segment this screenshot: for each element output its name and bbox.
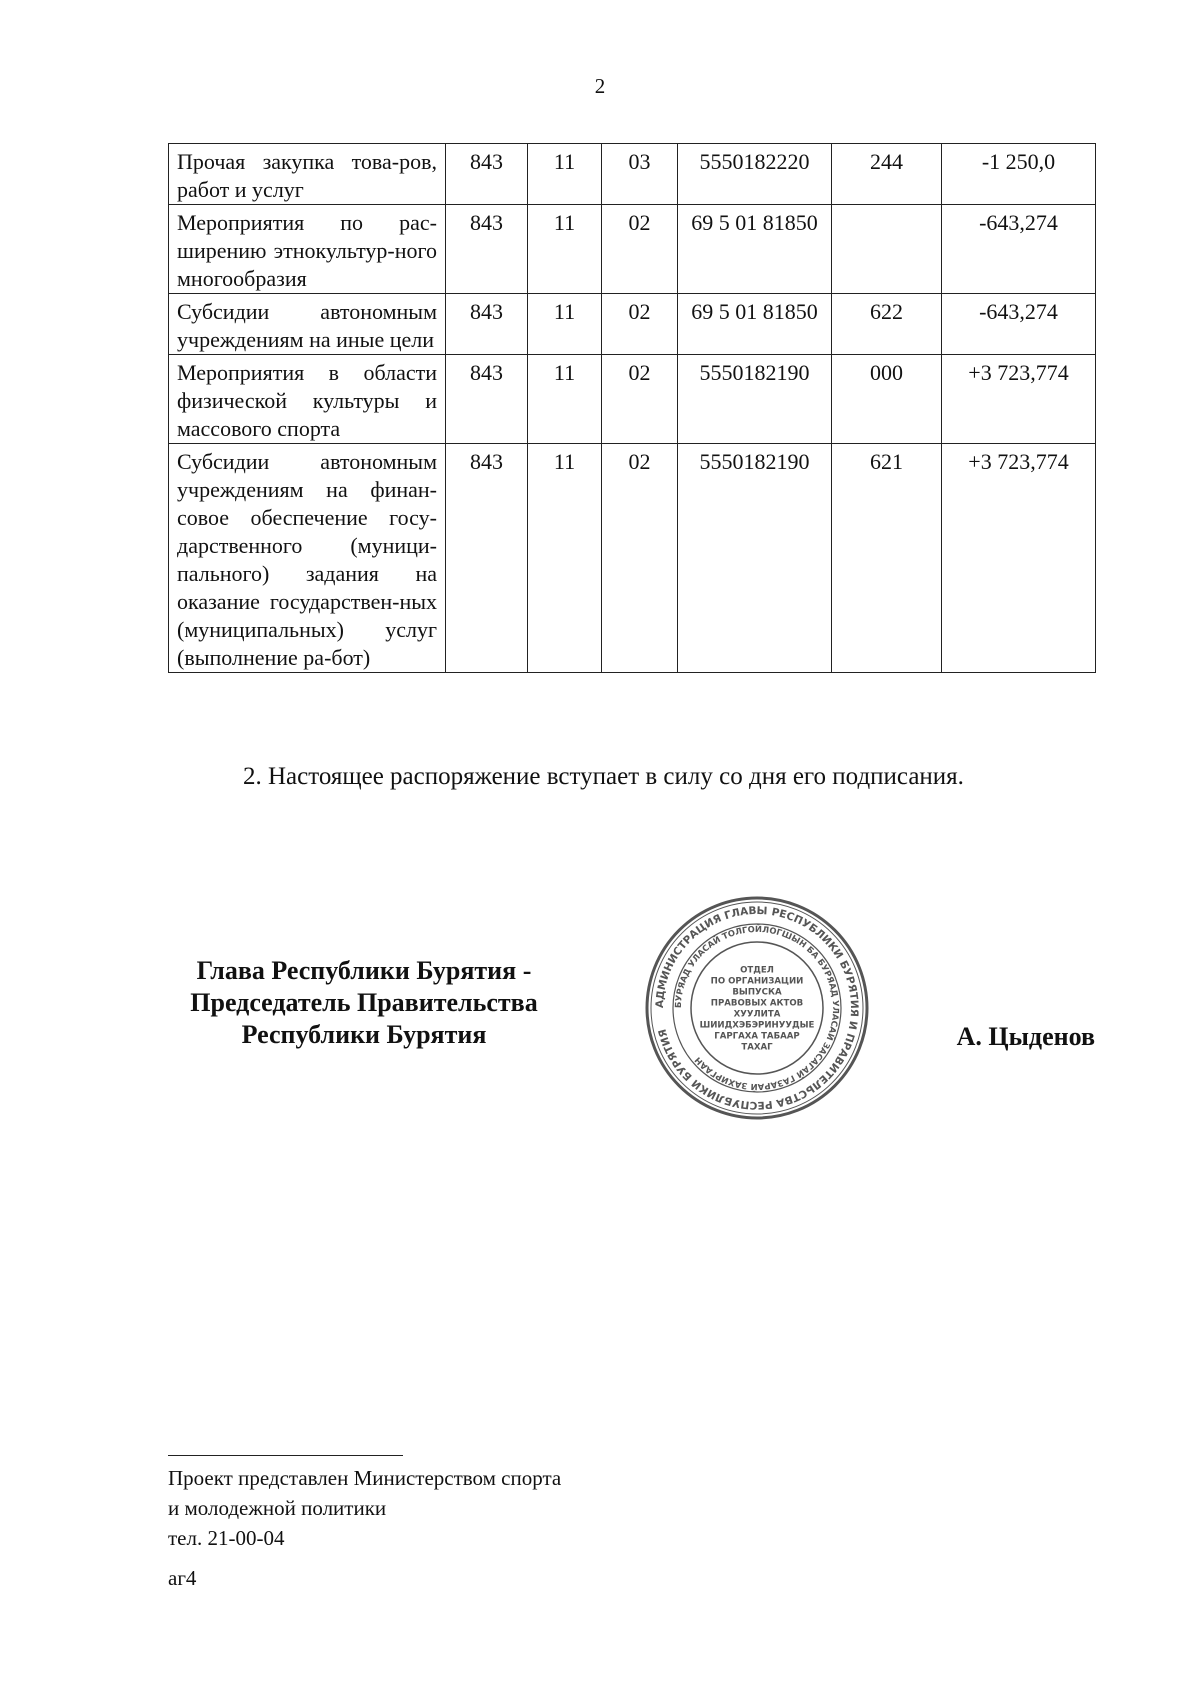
target-article-cell: 69 5 01 81850: [678, 294, 832, 355]
ministry-code-cell: 843: [446, 294, 528, 355]
ministry-code-cell: 843: [446, 444, 528, 673]
row-name-cell: Прочая закупка това-ров, работ и услуг: [169, 144, 446, 205]
amount-cell: +3 723,774: [942, 355, 1096, 444]
expense-type-cell: 621: [832, 444, 942, 673]
subsection-code-cell: 02: [602, 205, 678, 294]
seal-center-line: ШИИДХЭБЭРИНУУДЫЕ: [699, 1020, 815, 1031]
row-name-cell: Субсидии автономным учреждениям на финан-совое обеспечение госу-дарственного (муници-пального) задания на оказание государствен-ных (муниципальных) услуг (выполнение ра-бот): [169, 444, 446, 673]
ministry-code-cell: 843: [446, 144, 528, 205]
target-article-cell: 5550182190: [678, 444, 832, 673]
table-row: [169, 144, 1096, 205]
footnote-divider: [168, 1455, 403, 1456]
official-seal: [643, 894, 871, 1122]
expense-type-cell: 244: [832, 144, 942, 205]
clause-effective-date: 2. Настоящее распоряжение вступает в силу со дня его подписания.: [243, 763, 964, 790]
target-article-cell: 5550182220: [678, 144, 832, 205]
amount-cell: +3 723,774: [942, 444, 1096, 673]
document-code: аг4: [168, 1566, 197, 1590]
seal-center-line: ГАРГАХА ТАБААР: [714, 1031, 800, 1042]
table-row: [169, 205, 1096, 294]
signature-title-line: Республики Бурятия: [241, 1020, 487, 1049]
expense-type-cell: 000: [832, 355, 942, 444]
section-code-cell: 11: [528, 144, 602, 205]
seal-center-line: ВЫПУСКА: [732, 987, 782, 998]
ministry-code-cell: 843: [446, 355, 528, 444]
amount-cell: -643,274: [942, 294, 1096, 355]
seal-center-line: ПРАВОВЫХ АКТОВ: [710, 998, 804, 1009]
subsection-code-cell: 03: [602, 144, 678, 205]
table-row: [169, 294, 1096, 355]
seal-center-line: ПО ОРГАНИЗАЦИИ: [710, 976, 804, 987]
seal-inner-text: БУРЯАД УЛАСАЙ ТОЛГОЙЛОГШЫН БА БУРЯАД УЛАСАЙ ЗАСАГАЙ ГАЗАРАЙ ЗАХИРГААН: [672, 923, 842, 1093]
seal-center-line: ХУУЛИТА: [733, 1009, 781, 1020]
subsection-code-cell: 02: [602, 355, 678, 444]
subsection-code-cell: 02: [602, 294, 678, 355]
expense-type-cell: 622: [832, 294, 942, 355]
footnote-line: тел. 21-00-04: [168, 1526, 285, 1550]
row-name-cell: Мероприятия по рас-ширению этнокультур-ного многообразия: [169, 205, 446, 294]
subsection-code-cell: 02: [602, 444, 678, 673]
footnote: [168, 1463, 561, 1553]
signature-title-line: Председатель Правительства: [190, 988, 538, 1017]
expense-type-cell: [832, 205, 942, 294]
signer-name: А. Цыденов: [956, 1022, 1095, 1051]
row-name-cell: Мероприятия в области физической культуры и массового спорта: [169, 355, 446, 444]
seal-center-line: ТАХАГ: [741, 1042, 773, 1053]
budget-table-body: [169, 144, 1096, 673]
row-name-cell: Субсидии автономным учреждениям на иные цели: [169, 294, 446, 355]
target-article-cell: 69 5 01 81850: [678, 205, 832, 294]
ministry-code-cell: 843: [446, 205, 528, 294]
footnote-line: и молодежной политики: [168, 1496, 387, 1520]
amount-cell: -643,274: [942, 205, 1096, 294]
footnote-line: Проект представлен Министерством спорта: [168, 1466, 562, 1490]
section-code-cell: 11: [528, 355, 602, 444]
section-code-cell: 11: [528, 294, 602, 355]
table-row: [169, 444, 1096, 673]
budget-table: [168, 143, 1096, 673]
signature-title: [168, 955, 560, 1051]
amount-cell: -1 250,0: [942, 144, 1096, 205]
page-number: 2: [594, 74, 606, 98]
section-code-cell: 11: [528, 205, 602, 294]
section-code-cell: 11: [528, 444, 602, 673]
signature-title-line: Глава Республики Бурятия -: [196, 956, 532, 985]
seal-center-line: ОТДЕЛ: [740, 965, 774, 976]
seal-outer-text: АДМИНИСТРАЦИЯ ГЛАВЫ РЕСПУБЛИКИ БУРЯТИЯ И ПРАВИТЕЛЬСТВА РЕСПУБЛИКИ БУРЯТИЯ: [653, 904, 861, 1112]
target-article-cell: 5550182190: [678, 355, 832, 444]
table-row: [169, 355, 1096, 444]
